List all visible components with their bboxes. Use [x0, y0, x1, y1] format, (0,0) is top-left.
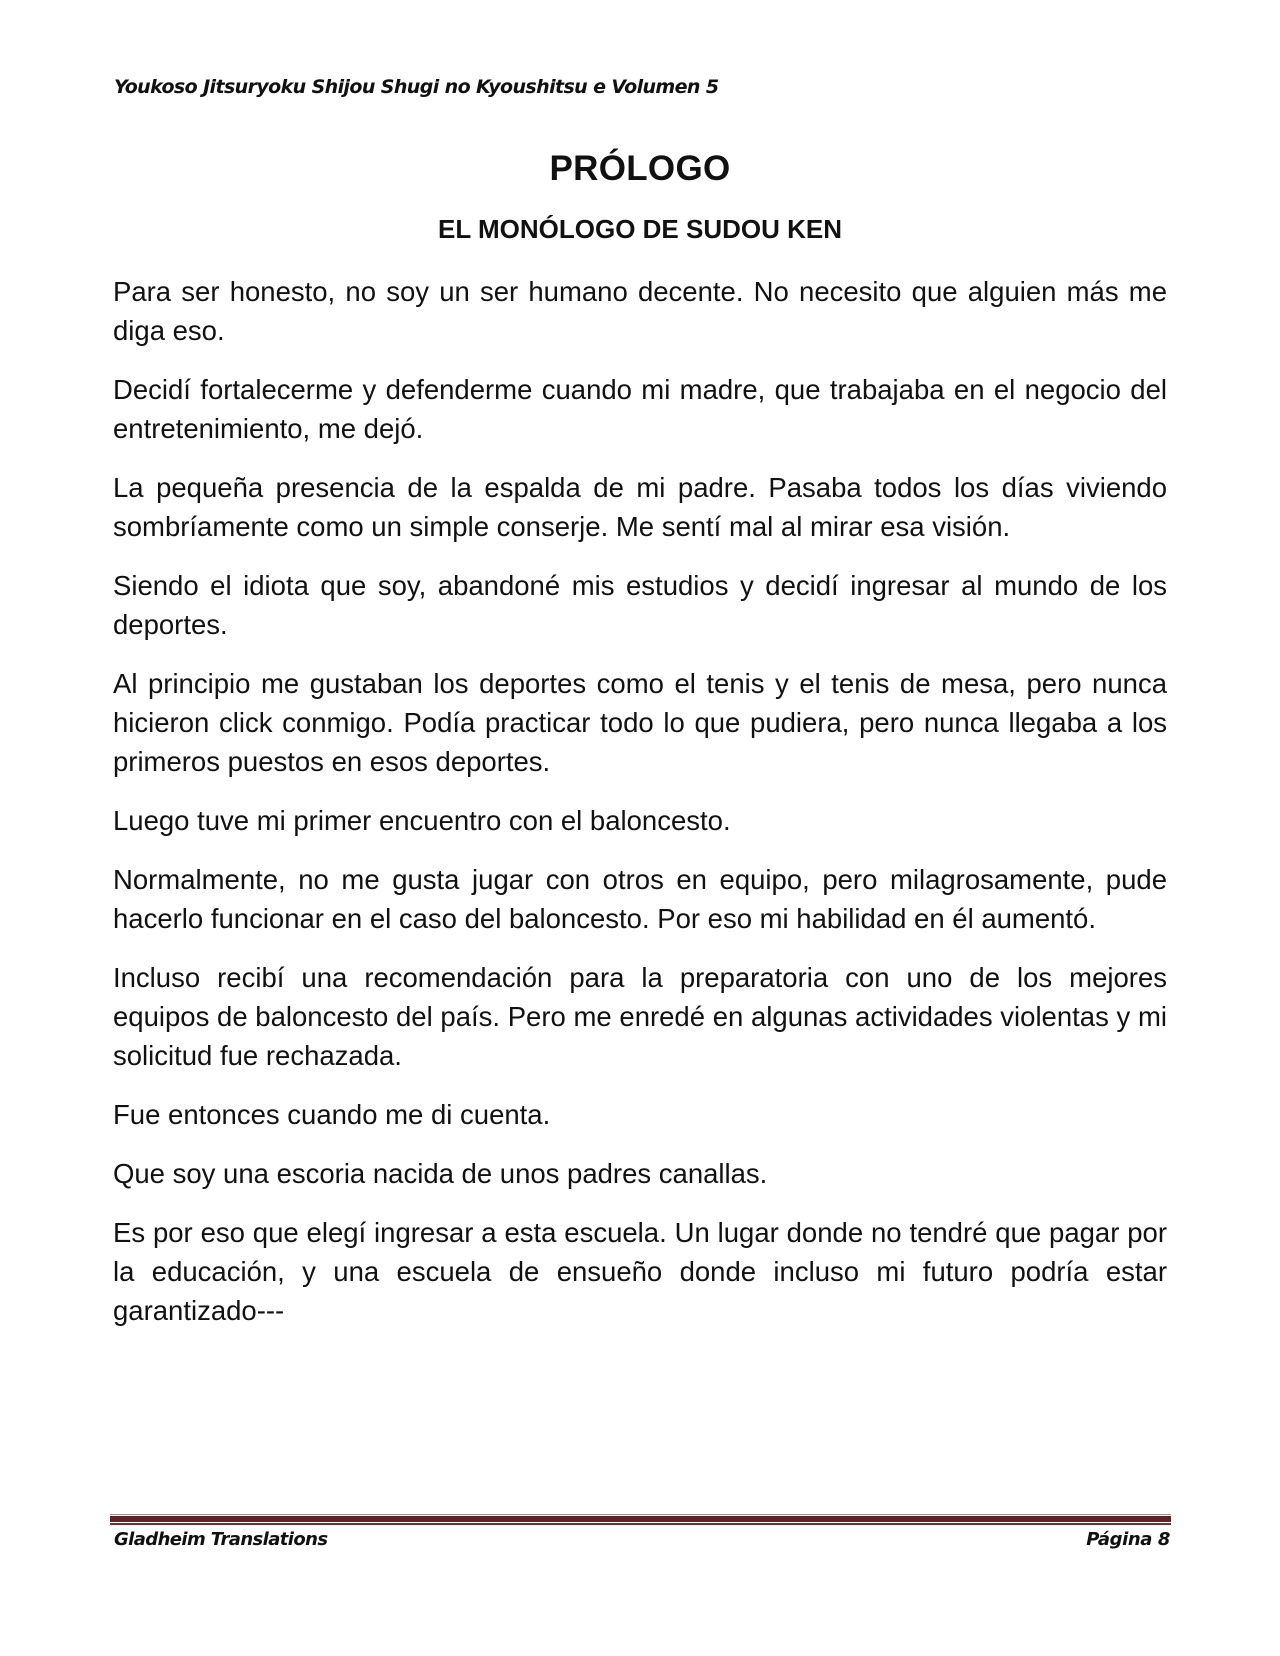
paragraph: Al principio me gustaban los deportes como el tenis y el tenis de mesa, pero nunca hicieron click conmigo. Podía practicar todo lo que pudiera, pero nunca llegaba a los primeros puestos en esos deportes. [113, 668, 1167, 777]
body-text [113, 272, 1167, 1350]
footer-divider-thin-top [110, 1514, 1171, 1515]
paragraph: Decidí fortalecerme y defenderme cuando mi madre, que trabajaba en el negocio del entretenimiento, me dejó. [113, 374, 1167, 444]
footer-credit: Gladheim Translations [114, 1529, 328, 1550]
paragraph: La pequeña presencia de la espalda de mi padre. Pasaba todos los días viviendo sombríamente como un simple conserje. Me sentí mal al mirar esa visión. [113, 472, 1167, 542]
chapter-subtitle [0, 214, 1280, 245]
footer-divider-thick [110, 1516, 1171, 1522]
paragraph: Es por eso que elegí ingresar a esta escuela. Un lugar donde no tendré que pagar por la educación, y una escuela de ensueño donde incluso mi futuro podría estar garantizado--- [113, 1217, 1167, 1326]
running-header: Youkoso Jitsuryoku Shijou Shugi no Kyoushitsu e Volumen 5 [114, 76, 719, 98]
chapter-title-text: PRÓLOGO [549, 149, 731, 188]
page-number: Página 8 [1086, 1529, 1170, 1550]
paragraph: Incluso recibí una recomendación para la preparatoria con uno de los mejores equipos de baloncesto del país. Pero me enredé en algunas actividades violentas y mi solicitud fue rechazada. [113, 962, 1167, 1071]
chapter-subtitle-text: EL MONÓLOGO DE SUDOU KEN [438, 214, 842, 244]
footer-divider-thin-bottom [110, 1523, 1171, 1525]
paragraph: Que soy una escoria nacida de unos padres canallas. [113, 1158, 768, 1189]
footer-divider [110, 1514, 1171, 1526]
paragraph: Siendo el idiota que soy, abandoné mis estudios y decidí ingresar al mundo de los deportes. [113, 570, 1167, 640]
paragraph: Luego tuve mi primer encuentro con el baloncesto. [113, 805, 731, 836]
chapter-title [0, 149, 1280, 189]
paragraph: Fue entonces cuando me di cuenta. [113, 1099, 551, 1130]
paragraph: Normalmente, no me gusta jugar con otros en equipo, pero milagrosamente, pude hacerlo funcionar en el caso del baloncesto. Por eso mi habilidad en él aumentó. [113, 864, 1167, 934]
paragraph: Para ser honesto, no soy un ser humano decente. No necesito que alguien más me diga eso. [113, 276, 1167, 346]
